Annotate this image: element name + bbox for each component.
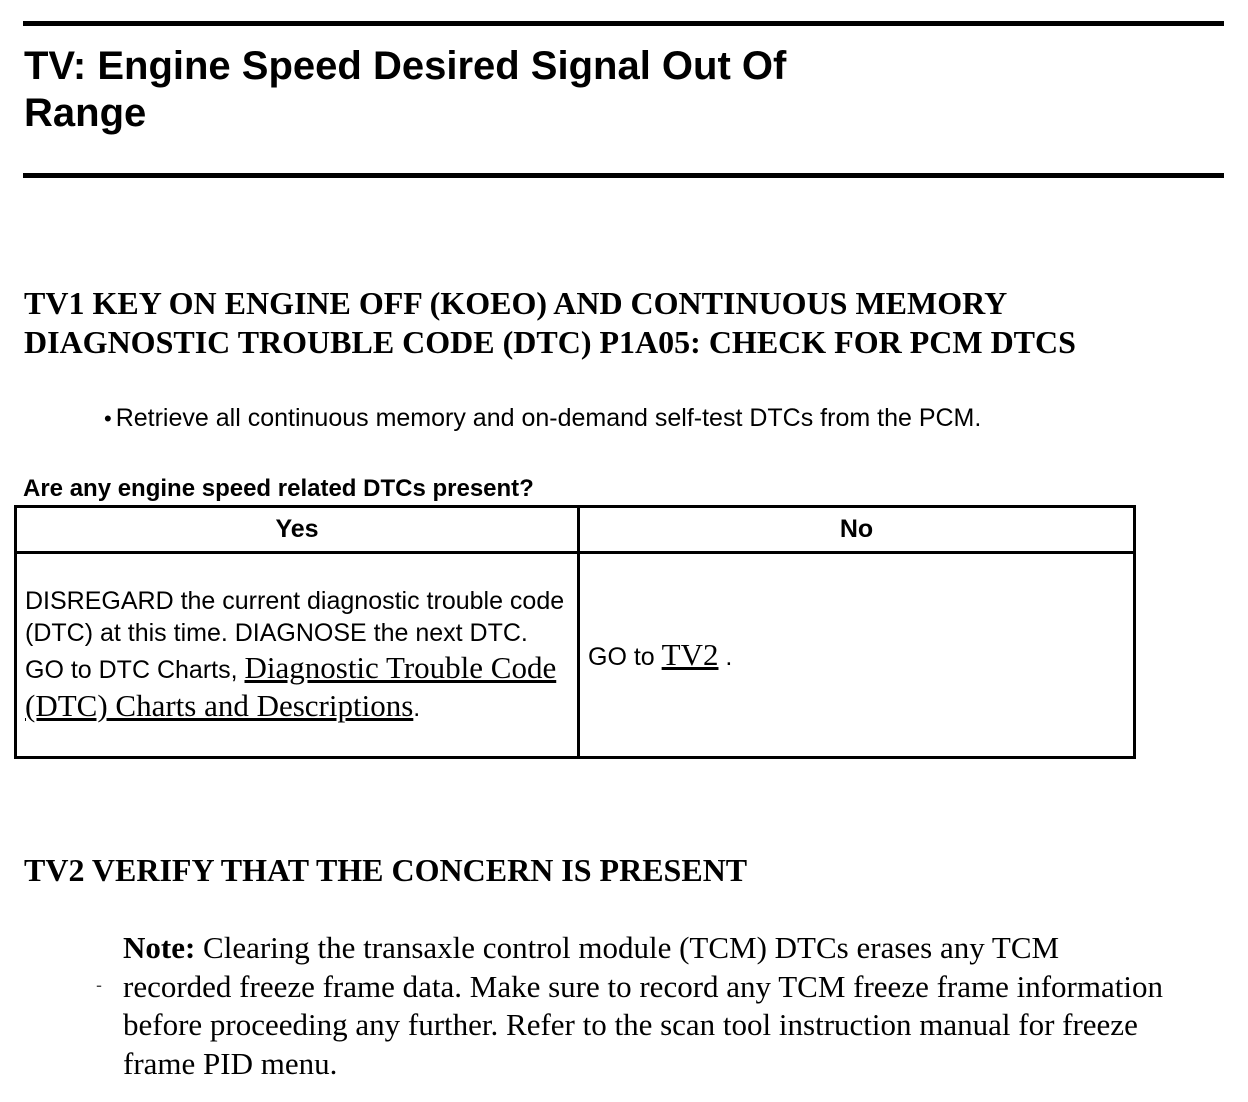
tv1-heading-line1: TV1 KEY ON ENGINE OFF (KOEO) AND CONTINUOUS MEMORY [24, 285, 1008, 321]
page-title-line2: Range [24, 91, 147, 135]
note-label: Note: [123, 930, 196, 965]
tv1-question: Are any engine speed related DTCs present? [23, 475, 534, 502]
yes-text: DISREGARD the current diagnostic trouble code (DTC) at this time. DIAGNOSE the next DTC. GO to DTC Charts, [25, 587, 565, 684]
tv2-note [123, 929, 1163, 1083]
tv2-link[interactable]: TV2 [661, 637, 719, 672]
tv1-bullet-text: Retrieve all continuous memory and on-demand self-test DTCs from the PCM. [115, 404, 982, 432]
yes-suffix: . [413, 694, 421, 722]
header-yes: Yes [16, 507, 579, 553]
cell-yes [16, 553, 579, 758]
bullet-icon: • [104, 406, 112, 431]
tv1-heading-line2: DIAGNOSTIC TROUBLE CODE (DTC) P1A05: CHECK FOR PCM DTCS [24, 324, 1076, 360]
tv2-heading: TV2 VERIFY THAT THE CONCERN IS PRESENT [24, 852, 748, 888]
dtc-charts-link[interactable]: Diagnostic Trouble Code (DTC) Charts and Descriptions [25, 650, 557, 723]
page-title-line1: TV: Engine Speed Desired Signal Out Of [24, 44, 787, 88]
bottom-rule [23, 173, 1224, 178]
decision-table [14, 505, 1136, 759]
no-prefix: GO to [588, 643, 662, 671]
page-title [24, 43, 924, 137]
tv1-bullet [104, 402, 981, 435]
header-no: No [579, 507, 1135, 553]
note-text: Clearing the transaxle control module (TCM) DTCs erases any TCM recorded freeze frame data. Make sure to record any TCM freeze frame information before proceeding any further. Refer to the scan tool instruction manual for freeze frame PID menu. [123, 930, 1163, 1081]
table-header-row [16, 507, 1135, 553]
top-rule [23, 21, 1224, 26]
no-suffix: . [718, 643, 733, 671]
note-marker: - [96, 975, 102, 995]
tv1-heading [24, 284, 1076, 362]
cell-no [579, 553, 1135, 758]
table-row [16, 553, 1135, 758]
